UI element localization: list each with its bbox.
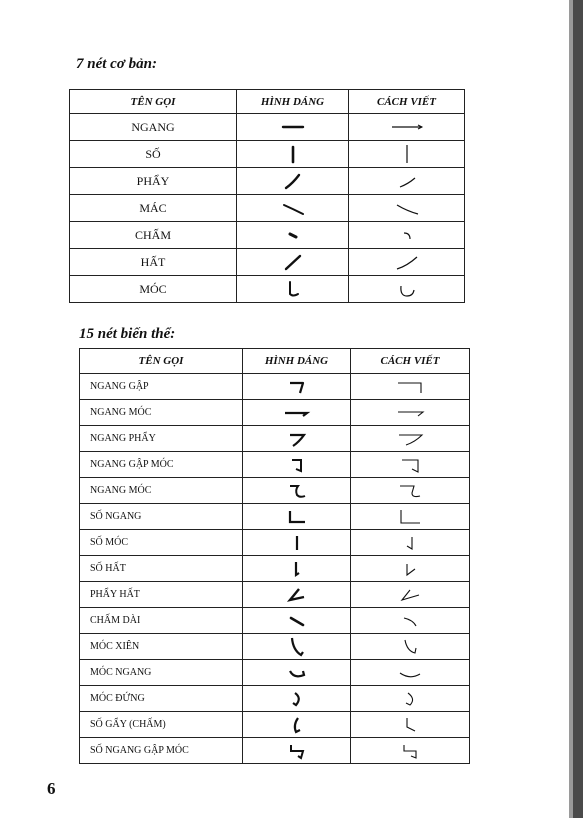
ngang-stroke-icon <box>237 114 349 141</box>
header-shape: HÌNH DÁNG <box>237 90 349 114</box>
moc-ngang-writing-icon <box>351 660 470 686</box>
table-row <box>80 556 470 582</box>
ngang-phay-writing-icon <box>351 426 470 452</box>
stroke-name: MÁC <box>70 195 237 222</box>
table-row <box>80 452 470 478</box>
table-row <box>70 195 465 222</box>
moc-xien-writing-icon <box>351 634 470 660</box>
stroke-name: MÓC <box>70 276 237 303</box>
basic-strokes-table <box>69 89 465 303</box>
so-hat-stroke-icon <box>243 556 351 582</box>
stroke-name: NGANG <box>70 114 237 141</box>
header-name: TÊN GỌI <box>80 349 243 374</box>
table-row <box>80 530 470 556</box>
so-gay-stroke-icon <box>243 712 351 738</box>
header-writing: CÁCH VIẾT <box>351 349 470 374</box>
table-row <box>80 738 470 764</box>
moc-dung-stroke-icon <box>243 686 351 712</box>
table-row <box>70 141 465 168</box>
mac-writing-icon <box>349 195 465 222</box>
stroke-name: CHẤM DÀI <box>80 608 243 634</box>
so-ngang-gap-moc-writing-icon <box>351 738 470 764</box>
page-number: 6 <box>47 779 56 798</box>
stroke-name: PHẨY <box>70 168 237 195</box>
table-row <box>70 114 465 141</box>
table-header-row <box>80 349 470 374</box>
ngang-gap-moc-stroke-icon <box>243 452 351 478</box>
table-row <box>70 276 465 303</box>
ngang-phay-stroke-icon <box>243 426 351 452</box>
ngang-gap-stroke-icon <box>243 374 351 400</box>
stroke-name: NGANG GẬP <box>80 374 243 400</box>
ngang-gap-moc-writing-icon <box>351 452 470 478</box>
so-ngang-stroke-icon <box>243 504 351 530</box>
table-row <box>70 249 465 276</box>
ngang-writing-icon <box>349 114 465 141</box>
phay-hat-stroke-icon <box>243 582 351 608</box>
header-writing: CÁCH VIẾT <box>349 90 465 114</box>
variant-strokes-heading: 15 nét biến thể: <box>79 326 176 342</box>
table-row <box>80 712 470 738</box>
ngang-moc-stroke-icon <box>243 400 351 426</box>
moc-dung-writing-icon <box>351 686 470 712</box>
stroke-name: SỐ GẨY (CHẤM) <box>80 712 243 738</box>
header-shape: HÌNH DÁNG <box>243 349 351 374</box>
ngang-gap-writing-icon <box>351 374 470 400</box>
moc-writing-icon <box>349 276 465 303</box>
moc-ngang-stroke-icon <box>243 660 351 686</box>
stroke-name: NGANG PHẨY <box>80 426 243 452</box>
so-gay-writing-icon <box>351 712 470 738</box>
table-header-row <box>70 90 465 114</box>
variant-strokes-table <box>79 348 470 764</box>
table-row <box>80 374 470 400</box>
so-ngang-writing-icon <box>351 504 470 530</box>
table-row <box>80 400 470 426</box>
so-moc-stroke-icon <box>243 530 351 556</box>
table-row <box>80 660 470 686</box>
stroke-name: CHẤM <box>70 222 237 249</box>
so-stroke-icon <box>237 141 349 168</box>
stroke-name: MÓC ĐỨNG <box>80 686 243 712</box>
ngang-moc-2-stroke-icon <box>243 478 351 504</box>
phay-hat-writing-icon <box>351 582 470 608</box>
so-ngang-gap-moc-stroke-icon <box>243 738 351 764</box>
cham-writing-icon <box>349 222 465 249</box>
stroke-name: NGANG GẬP MÓC <box>80 452 243 478</box>
stroke-name: SỐ HẤT <box>80 556 243 582</box>
table-row <box>70 168 465 195</box>
header-name: TÊN GỌI <box>70 90 237 114</box>
stroke-name: PHẨY HẤT <box>80 582 243 608</box>
cham-stroke-icon <box>237 222 349 249</box>
stroke-name: NGANG MÓC <box>80 400 243 426</box>
so-writing-icon <box>349 141 465 168</box>
moc-stroke-icon <box>237 276 349 303</box>
basic-strokes-heading: 7 nét cơ bản: <box>76 56 157 72</box>
stroke-name: NGANG MÓC <box>80 478 243 504</box>
table-row <box>70 222 465 249</box>
hat-writing-icon <box>349 249 465 276</box>
so-moc-writing-icon <box>351 530 470 556</box>
stroke-name: SỐ NGANG GẬP MÓC <box>80 738 243 764</box>
phay-writing-icon <box>349 168 465 195</box>
so-hat-writing-icon <box>351 556 470 582</box>
table-row <box>80 478 470 504</box>
table-row <box>80 634 470 660</box>
ngang-moc-writing-icon <box>351 400 470 426</box>
table-row <box>80 582 470 608</box>
mac-stroke-icon <box>237 195 349 222</box>
cham-dai-writing-icon <box>351 608 470 634</box>
table-row <box>80 686 470 712</box>
stroke-name: SỐ MÓC <box>80 530 243 556</box>
stroke-name: MÓC NGANG <box>80 660 243 686</box>
cham-dai-stroke-icon <box>243 608 351 634</box>
table-row <box>80 608 470 634</box>
stroke-name: SỐ NGANG <box>80 504 243 530</box>
stroke-name: SỐ <box>70 141 237 168</box>
table-row <box>80 504 470 530</box>
phay-stroke-icon <box>237 168 349 195</box>
table-row <box>80 426 470 452</box>
stroke-name: HẤT <box>70 249 237 276</box>
ngang-moc-2-writing-icon <box>351 478 470 504</box>
stroke-name: MÓC XIÊN <box>80 634 243 660</box>
hat-stroke-icon <box>237 249 349 276</box>
moc-xien-stroke-icon <box>243 634 351 660</box>
page-edge <box>573 0 583 818</box>
